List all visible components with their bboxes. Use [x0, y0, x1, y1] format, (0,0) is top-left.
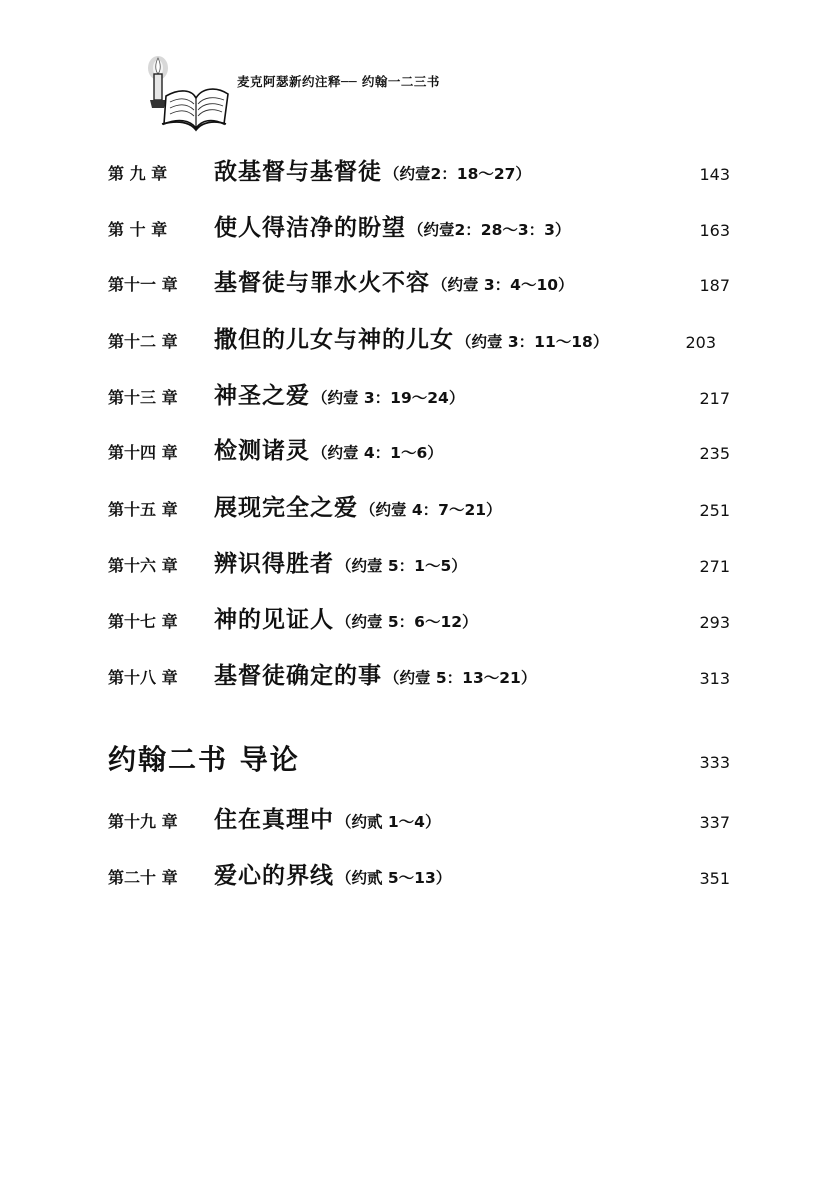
chapter-title: 撒但的儿女与神的儿女: [214, 327, 454, 353]
chapter-ref: （约壹 4：7～21）: [360, 501, 502, 519]
chapter-label: 第十八 章: [108, 668, 178, 687]
toc-entry: [108, 598, 736, 638]
chapter-label: 第十五 章: [108, 500, 178, 519]
page-number: 337: [699, 813, 730, 832]
chapter-ref: （约壹 5：6～12）: [336, 613, 478, 631]
chapter-title: 神的见证人: [214, 607, 334, 633]
chapter-ref: （约壹 3：4～10）: [432, 276, 574, 294]
toc-entry: [108, 798, 736, 838]
chapter-title: 检测诸灵: [214, 438, 310, 464]
page-number: 187: [699, 276, 730, 295]
chapter-label: 第 十 章: [108, 220, 168, 239]
toc-entry: [108, 374, 736, 414]
page-number: 351: [699, 869, 730, 888]
page-number: 235: [699, 444, 730, 463]
toc-entry: [108, 854, 736, 894]
chapter-ref: （约贰 5～13）: [336, 869, 452, 887]
toc-entry: [108, 206, 736, 246]
section-title: 约翰二书 导论: [108, 743, 300, 776]
toc-entry: [108, 542, 736, 582]
toc-entry: [108, 318, 736, 358]
chapter-ref: （约壹 3：19～24）: [312, 389, 465, 407]
toc-entry: [108, 654, 736, 694]
chapter-ref: （约壹 5：13～21）: [384, 669, 537, 687]
chapter-ref: （约贰 1～4）: [336, 813, 441, 831]
chapter-label: 第十六 章: [108, 556, 178, 575]
toc-entry: [108, 429, 736, 469]
running-header: [140, 52, 640, 132]
page-number: 271: [699, 557, 730, 576]
page-number: 251: [699, 501, 730, 520]
chapter-ref: （约壹 3：11～18）: [456, 333, 609, 351]
chapter-label: 第十三 章: [108, 388, 178, 407]
chapter-ref: （约壹 5：1～5）: [336, 557, 467, 575]
section-heading: [108, 734, 736, 780]
page-number: 163: [699, 221, 730, 240]
chapter-title: 神圣之爱: [214, 383, 310, 409]
chapter-title: 住在真理中: [214, 807, 334, 833]
chapter-label: 第十九 章: [108, 812, 178, 831]
header-title: 麦克阿瑟新约注释── 约翰一二三书: [237, 74, 440, 89]
chapter-title: 爱心的界线: [214, 863, 334, 889]
page-number: 333: [699, 753, 730, 772]
chapter-label: 第二十 章: [108, 868, 178, 887]
toc-entry: [108, 486, 736, 526]
chapter-ref: （约壹2：18～27）: [384, 165, 531, 183]
page-number: 143: [699, 165, 730, 184]
chapter-title: 辨识得胜者: [214, 551, 334, 577]
open-book-candle-icon: [140, 52, 232, 132]
page-number: 313: [699, 669, 730, 688]
chapter-title: 敌基督与基督徒: [214, 159, 382, 185]
chapter-title: 使人得洁净的盼望: [214, 215, 406, 241]
page-number: 293: [699, 613, 730, 632]
page-number: 217: [699, 389, 730, 408]
chapter-label: 第十四 章: [108, 443, 178, 462]
chapter-title: 基督徒与罪水火不容: [214, 270, 430, 296]
chapter-title: 基督徒确定的事: [214, 663, 382, 689]
toc-entry: [108, 150, 736, 190]
chapter-title: 展现完全之爱: [214, 495, 358, 521]
toc-entry: [108, 261, 736, 301]
chapter-ref: （约壹2：28～3：3）: [408, 221, 571, 239]
chapter-label: 第 九 章: [108, 164, 168, 183]
chapter-label: 第十二 章: [108, 332, 178, 351]
chapter-label: 第十一 章: [108, 275, 178, 294]
chapter-ref: （约壹 4：1～6）: [312, 444, 443, 462]
chapter-label: 第十七 章: [108, 612, 178, 631]
page-number: 203: [685, 333, 716, 352]
